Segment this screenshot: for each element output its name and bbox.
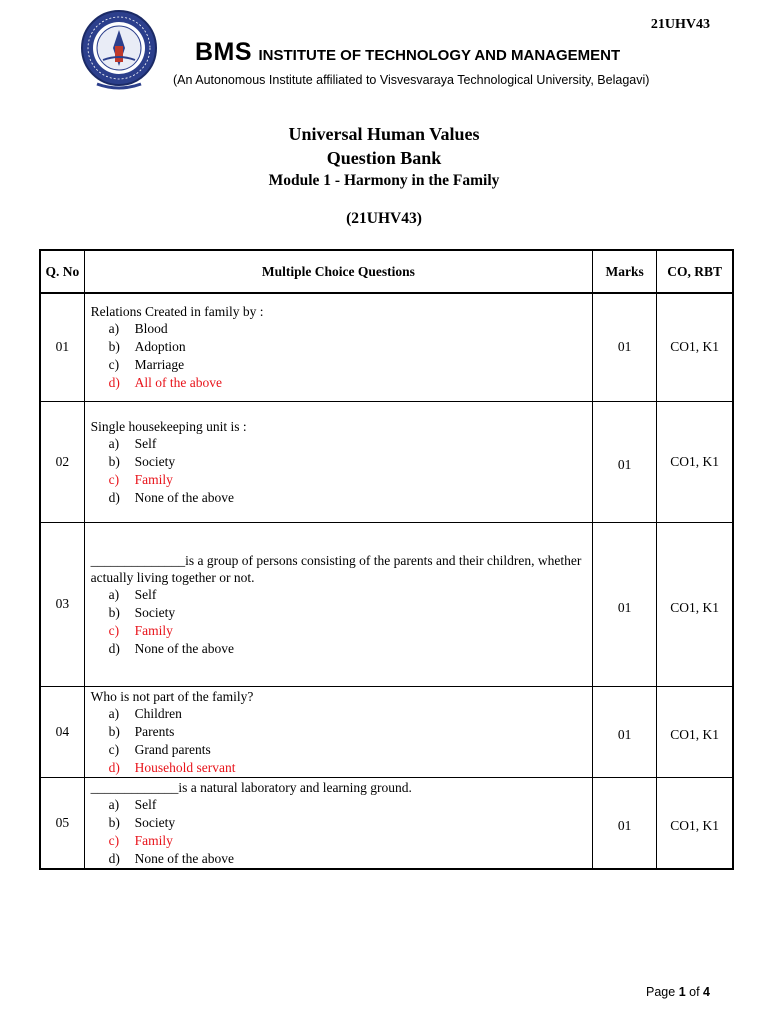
co-value: CO1, K1 xyxy=(657,293,733,401)
co-value: CO1, K1 xyxy=(657,522,733,686)
page-subtitle: Question Bank xyxy=(326,148,442,168)
marks-value: 01 xyxy=(593,522,657,686)
table-row xyxy=(40,293,733,401)
question-number: 04 xyxy=(40,686,84,777)
option: c) Marriage xyxy=(108,357,185,373)
correct-option: c) Family xyxy=(108,832,173,848)
option: a) Children xyxy=(108,705,182,721)
correct-option: c) Family xyxy=(108,471,173,487)
institute-logo-icon xyxy=(79,8,159,92)
question-cell xyxy=(84,401,592,522)
option: b) Society xyxy=(108,604,176,620)
header-marks: Marks xyxy=(593,250,657,293)
marks-value: 01 xyxy=(593,686,657,777)
option: a) Self xyxy=(108,796,157,812)
co-value: CO1, K1 xyxy=(657,777,733,869)
question-stem: Relations Created in family by : xyxy=(90,304,264,320)
marks-value: 01 xyxy=(593,293,657,401)
page-number: 1 xyxy=(678,985,686,999)
table-row xyxy=(40,522,733,686)
question-cell xyxy=(84,293,592,401)
option: b) Society xyxy=(108,453,176,469)
page-title: Universal Human Values xyxy=(288,124,480,144)
course-code: 21UHV43 xyxy=(650,17,710,32)
header-no: Q. No xyxy=(40,250,84,293)
question-number: 01 xyxy=(40,293,84,401)
question-stem: ______________is a group of persons consisting of the parents and their children, whether actually living together or not. xyxy=(90,552,582,585)
header-co: CO, RBT xyxy=(657,250,733,293)
course-code-title: (21UHV43) xyxy=(346,210,422,227)
header-question: Multiple Choice Questions xyxy=(84,250,592,293)
question-number: 02 xyxy=(40,401,84,522)
marks-value: 01 xyxy=(593,401,657,522)
option: d) None of the above xyxy=(108,640,234,656)
question-stem: Who is not part of the family? xyxy=(90,688,254,704)
question-number: 05 xyxy=(40,777,84,869)
affiliation: (An Autonomous Institute affiliated to Visvesvaraya Technological University, Belagavi) xyxy=(173,73,650,87)
table-row xyxy=(40,686,733,777)
table-header-row xyxy=(40,250,733,293)
co-value: CO1, K1 xyxy=(657,401,733,522)
option: a) Blood xyxy=(108,321,168,337)
correct-option: c) Family xyxy=(108,622,173,638)
question-cell xyxy=(84,686,592,777)
option: d) None of the above xyxy=(108,850,234,866)
table-row xyxy=(40,401,733,522)
table-row xyxy=(40,777,733,869)
option: a) Self xyxy=(108,435,157,451)
page-label: Page xyxy=(646,985,676,999)
option: b) Adoption xyxy=(108,339,186,355)
option: b) Society xyxy=(108,814,176,830)
page-total: 4 xyxy=(703,985,710,999)
option: d) None of the above xyxy=(108,489,234,505)
question-stem: Single housekeeping unit is : xyxy=(90,418,247,434)
question-cell xyxy=(84,777,592,869)
module-title: Module 1 - Harmony in the Family xyxy=(268,172,500,189)
correct-option: d) Household servant xyxy=(108,759,236,775)
question-table xyxy=(39,249,734,870)
marks-value: 01 xyxy=(593,777,657,869)
institute-name xyxy=(195,38,620,67)
option: c) Grand parents xyxy=(108,741,211,757)
institute-short: BMS xyxy=(195,38,253,66)
correct-option: d) All of the above xyxy=(108,375,222,391)
co-value: CO1, K1 xyxy=(657,686,733,777)
question-stem: _____________is a natural laboratory and learning ground. xyxy=(90,779,412,795)
page-of-label: of xyxy=(689,985,700,999)
page-footer xyxy=(646,985,710,999)
question-number: 03 xyxy=(40,522,84,686)
institute-rest: INSTITUTE OF TECHNOLOGY AND MANAGEMENT xyxy=(258,47,621,64)
option: b) Parents xyxy=(108,723,175,739)
question-cell xyxy=(84,522,592,686)
option: a) Self xyxy=(108,586,157,602)
